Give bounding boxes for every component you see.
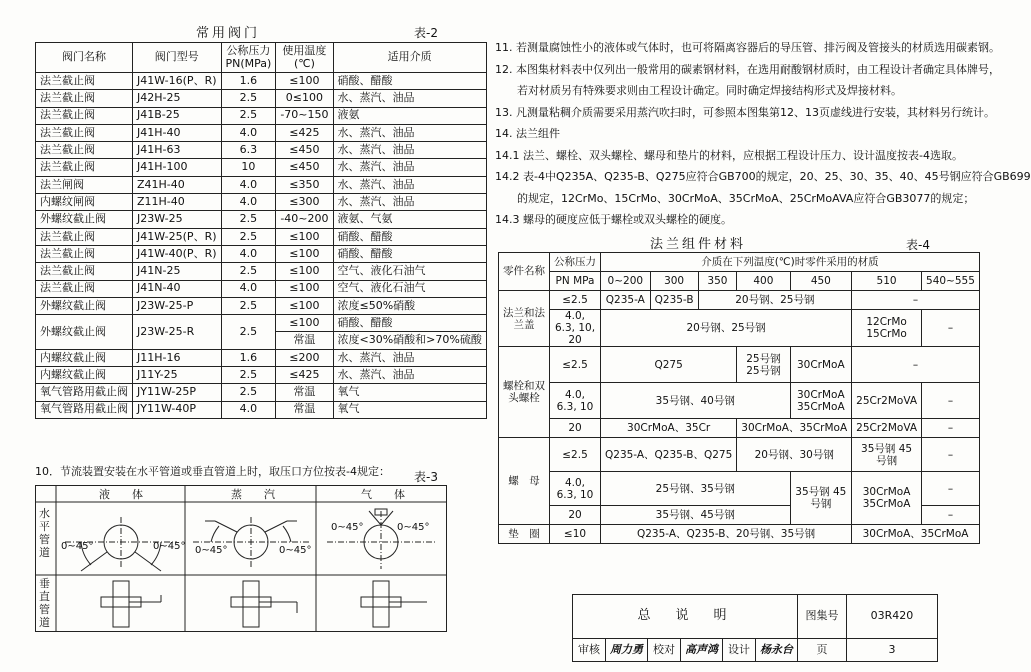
temp-col: 540~555: [922, 272, 980, 291]
table4-number: 表-4: [906, 238, 930, 252]
valve-model: J41H-63: [133, 142, 222, 159]
table-row: [36, 245, 487, 262]
valve-temp: 常温: [276, 401, 333, 418]
valve-medium: 液氨: [333, 107, 486, 124]
table-row: [36, 384, 487, 401]
temp-col: 400: [737, 272, 790, 291]
valve-model: JY11W-25P: [133, 384, 222, 401]
design-signature: 杨永台: [756, 639, 798, 662]
valve-medium: 水、蒸汽、油品: [333, 367, 486, 384]
cell: 30CrMoA: [790, 347, 852, 383]
valve-model: JY11W-40P: [133, 401, 222, 418]
note-14: 14. 法兰组件: [495, 127, 560, 140]
valve-pn: 4.0: [221, 245, 276, 262]
valve-medium: 空气、液化石油气: [333, 263, 486, 280]
pn-cell: 4.0, 6.3, 10, 20: [550, 310, 601, 347]
pn-cell: ≤10: [550, 525, 601, 544]
cell: 30CrMoA 35CrMoA: [790, 383, 852, 419]
pn-cell: ≤2.5: [550, 438, 601, 472]
table-row: [36, 159, 487, 176]
col-header: 阀门名称: [36, 43, 133, 73]
liquid-header: 液 体: [99, 488, 143, 501]
gas-header: 气 体: [361, 488, 405, 501]
header-pn: 公称压力: [550, 253, 601, 272]
check-label: 校对: [648, 639, 681, 662]
review-label: 审核: [573, 639, 606, 662]
notes: [495, 37, 1031, 231]
valve-model: Z41H-40: [133, 176, 222, 193]
valve-medium: 水、蒸汽、油品: [333, 142, 486, 159]
valve-medium: 硝酸、醋酸: [333, 245, 486, 262]
note-12: 12. 本图集材料表中仅列出一般常用的碳素钢材料，在选用耐酸钢材质时，由工程设计者确定具体牌号，: [495, 62, 1000, 76]
table-row: [36, 73, 487, 90]
valve-name: 法兰截止阀: [36, 107, 133, 124]
cell: Q235-B: [650, 291, 698, 310]
pn-cell: 4.0, 6.3, 10: [550, 472, 601, 506]
col-header: 公称压力 PN(MPa): [221, 43, 276, 73]
part-bolt: 螺栓和双头螺栓: [499, 347, 550, 438]
valve-medium: 水、蒸汽、油品: [333, 90, 486, 107]
page-number: 3: [847, 639, 938, 662]
valve-temp: -70~150: [276, 107, 333, 124]
valve-temp: ≤100: [276, 315, 333, 332]
valve-model: Z11H-40: [133, 194, 222, 211]
valve-medium: 水、蒸汽、油品: [333, 159, 486, 176]
valve-temp: ≤100: [276, 245, 333, 262]
valve-pn: 1.6: [221, 349, 276, 366]
tap-orientation-table: [35, 485, 447, 632]
temp-col: 300: [650, 272, 698, 291]
tap-orientation-drawing: [35, 485, 447, 632]
valve-medium: 氧气: [333, 384, 486, 401]
table-row: [36, 142, 487, 159]
table-row: [36, 228, 487, 245]
valve-table: [35, 42, 487, 419]
table-row: [36, 367, 487, 384]
cell: 35号钢、45号钢: [601, 506, 791, 525]
note-10: 10．节流装置安装在水平管道或垂直管道上时，取压口方位按表-4规定：: [35, 465, 390, 478]
valve-temp: 0≤100: [276, 90, 333, 107]
valve-medium: 硝酸、醋酸: [333, 315, 486, 332]
valve-temp: ≤450: [276, 159, 333, 176]
valve-name: 内螺纹截止阀: [36, 349, 133, 366]
valve-name: 氧气管路用截止阀: [36, 401, 133, 418]
part-gasket: 垫 圈: [499, 525, 550, 544]
valve-pn: 2.5: [221, 384, 276, 401]
valve-temp: ≤450: [276, 142, 333, 159]
valve-pn: 2.5: [221, 107, 276, 124]
table-row: [36, 194, 487, 211]
valve-model: J23W-25: [133, 211, 222, 228]
row-label-horizontal: 水平管道: [39, 507, 50, 559]
cell: –: [922, 506, 980, 525]
valve-medium: 水、蒸汽、油品: [333, 194, 486, 211]
table2-number: 表-2: [414, 26, 438, 40]
note-12-cont: 若对材质另有特殊要求则由工程设计确定。同时确定焊接结构形式及焊接材料。: [495, 84, 902, 97]
table-row: [36, 107, 487, 124]
pn-cell: 4.0, 6.3, 10: [550, 383, 601, 419]
temp-col: 510: [852, 272, 922, 291]
valve-model: J11H-16: [133, 349, 222, 366]
table3-number: 表-3: [414, 470, 438, 484]
valve-model: J41N-40: [133, 280, 222, 297]
table2-title: 常用阀门: [196, 26, 261, 41]
valve-medium: 水、蒸汽、油品: [333, 349, 486, 366]
cell: Q275: [601, 347, 737, 383]
valve-temp: ≤100: [276, 263, 333, 280]
valve-pn: 10: [221, 159, 276, 176]
steam-header: 蒸 汽: [231, 488, 275, 501]
valve-temp: ≤100: [276, 228, 333, 245]
valve-name: 法兰闸阀: [36, 176, 133, 193]
cell: 35号钢 45号钢: [852, 438, 922, 472]
table-row: [36, 263, 487, 280]
note-14-1: 14.1 法兰、螺栓、双头螺栓、螺母和垫片的材料，应根据工程设计压力、设计温度按表-4选取。: [495, 148, 963, 162]
temp-col: 450: [790, 272, 852, 291]
valve-name: 外螺纹截止阀: [36, 315, 133, 350]
cell: 30CrMoA 35CrMoA: [852, 472, 922, 525]
atlas-number: 03R420: [847, 595, 938, 639]
note-14-3: 14.3 螺母的硬度应低于螺栓或双头螺栓的硬度。: [495, 213, 732, 226]
valve-name: 内螺纹闸阀: [36, 194, 133, 211]
atlas-label: 图集号: [798, 595, 847, 639]
pn-cell: ≤2.5: [550, 347, 601, 383]
review-signature: 周力勇: [606, 639, 648, 662]
cell: –: [922, 383, 980, 419]
cell: 25号钢 25号钢: [737, 347, 790, 383]
valve-model: J23W-25-R: [133, 315, 222, 350]
valve-model: J41H-100: [133, 159, 222, 176]
valve-model: J41B-25: [133, 107, 222, 124]
header-pn-unit: PN MPa: [550, 272, 601, 291]
valve-model: J41N-25: [133, 263, 222, 280]
col-header: 使用温度 (℃): [276, 43, 333, 73]
valve-medium: 水、蒸汽、油品: [333, 176, 486, 193]
table-row: [36, 211, 487, 228]
cell: 20号钢、25号钢: [601, 310, 852, 347]
valve-temp: -40~200: [276, 211, 333, 228]
valve-pn: 2.5: [221, 367, 276, 384]
valve-pn: 2.5: [221, 228, 276, 245]
valve-model: J41W-25(P、R): [133, 228, 222, 245]
valve-temp: ≤300: [276, 194, 333, 211]
angle-label: 0~45°: [331, 522, 364, 533]
cell: 20号钢、30号钢: [737, 438, 852, 472]
valve-pn: 2.5: [221, 263, 276, 280]
angle-label: 0~45°: [279, 545, 312, 556]
valve-pn: 1.6: [221, 73, 276, 90]
note-14-2-cont: 的规定，12CrMo、15CrMo、30CrMoA、35CrMoA、25CrMoAVA应符合GB3077的规定；: [495, 191, 975, 205]
page-label: 页: [798, 639, 847, 662]
part-flange: 法兰和法兰盖: [499, 291, 550, 347]
valve-medium: 水、蒸汽、油品: [333, 124, 486, 141]
valve-name: 法兰截止阀: [36, 245, 133, 262]
table-row: [36, 176, 487, 193]
valve-name: 法兰截止阀: [36, 263, 133, 280]
cell: 25号钢、35号钢: [601, 472, 791, 506]
valve-name: 内螺纹截止阀: [36, 367, 133, 384]
valve-model: J41W-16(P、R): [133, 73, 222, 90]
valve-pn: 4.0: [221, 280, 276, 297]
cell: –: [922, 310, 980, 347]
valve-name: 外螺纹截止阀: [36, 297, 133, 314]
table-row: [36, 124, 487, 141]
title-block: [572, 594, 938, 662]
design-label: 设计: [723, 639, 756, 662]
cell: 25Cr2MoVA: [852, 419, 922, 438]
valve-model: J42H-25: [133, 90, 222, 107]
pn-cell: 20: [550, 419, 601, 438]
pn-cell: ≤2.5: [550, 291, 601, 310]
valve-name: 法兰截止阀: [36, 124, 133, 141]
cell: 25Cr2MoVA: [852, 383, 922, 419]
valve-temp: 常温: [276, 384, 333, 401]
valve-temp: ≤425: [276, 124, 333, 141]
angle-label: 0~45°: [397, 522, 430, 533]
valve-model: J41W-40(P、R): [133, 245, 222, 262]
valve-medium: 浓度<30%硝酸和>70%硫酸: [333, 332, 486, 349]
valve-temp: 常温: [276, 332, 333, 349]
pn-cell: 20: [550, 506, 601, 525]
valve-temp: ≤350: [276, 176, 333, 193]
valve-pn: 4.0: [221, 124, 276, 141]
valve-name: 法兰截止阀: [36, 73, 133, 90]
cell: 30CrMoA、35CrMoA: [737, 419, 852, 438]
cell: 20号钢、25号钢: [698, 291, 852, 310]
valve-pn: 2.5: [221, 297, 276, 314]
valve-model: J23W-25-P: [133, 297, 222, 314]
valve-pn: 4.0: [221, 194, 276, 211]
valve-model: J11Y-25: [133, 367, 222, 384]
valve-medium: 空气、液化石油气: [333, 280, 486, 297]
header-temp: 介质在下列温度(℃)时零件采用的材质: [601, 253, 980, 272]
cell: 30CrMoA、35CrMoA: [852, 525, 980, 544]
valve-model: J41H-40: [133, 124, 222, 141]
note-11: 11. 若测量腐蚀性小的液体或气体时，也可将隔离容器后的导压管、排污阀及管接头的材质选用碳素钢。: [495, 41, 1000, 54]
cell: –: [852, 291, 980, 310]
valve-medium: 硝酸、醋酸: [333, 228, 486, 245]
valve-pn: 4.0: [221, 176, 276, 193]
valve-pn: 4.0: [221, 401, 276, 418]
cell: Q235-A、Q235-B、Q275: [601, 438, 737, 472]
valve-medium: 液氨、气氨: [333, 211, 486, 228]
table-row: [36, 280, 487, 297]
cell: –: [852, 347, 980, 383]
table-row: [36, 349, 487, 366]
flange-material-table: [498, 252, 980, 544]
cell: 30CrMoA、35Cr: [601, 419, 737, 438]
valve-medium: 浓度≤50%硝酸: [333, 297, 486, 314]
part-nut: 螺 母: [499, 438, 550, 525]
valve-name: 氧气管路用截止阀: [36, 384, 133, 401]
valve-name: 外螺纹截止阀: [36, 211, 133, 228]
cell: 35号钢、40号钢: [601, 383, 791, 419]
valve-pn: 2.5: [221, 315, 276, 350]
valve-pn: 2.5: [221, 211, 276, 228]
col-header: 阀门型号: [133, 43, 222, 73]
table4-title: 法兰组件材料: [650, 237, 747, 252]
valve-name: 法兰截止阀: [36, 159, 133, 176]
temp-col: 350: [698, 272, 737, 291]
valve-temp: ≤100: [276, 73, 333, 90]
cell: Q235-A、Q235-B、20号钢、35号钢: [601, 525, 852, 544]
check-signature: 高声鸿: [681, 639, 723, 662]
valve-pn: 6.3: [221, 142, 276, 159]
valve-medium: 氧气: [333, 401, 486, 418]
valve-name: 法兰截止阀: [36, 90, 133, 107]
valve-temp: ≤425: [276, 367, 333, 384]
cell: –: [922, 438, 980, 472]
cell: –: [922, 472, 980, 506]
row-label-vertical: 垂直管道: [39, 577, 50, 629]
valve-name: 法兰截止阀: [36, 142, 133, 159]
temp-col: 0~200: [601, 272, 651, 291]
note-13: 13. 凡测量粘稠介质需要采用蒸汽吹扫时，可参照本图集第12、13页虚线进行安装，其材料另行统计。: [495, 105, 995, 119]
sheet-title: 总 说 明: [573, 595, 798, 639]
angle-label: 0~45°: [61, 541, 94, 552]
valve-name: 法兰截止阀: [36, 228, 133, 245]
valve-temp: ≤100: [276, 297, 333, 314]
cell: 12CrMo 15CrMo: [852, 310, 922, 347]
angle-label: 0~45°: [195, 545, 228, 556]
valve-medium: 硝酸、醋酸: [333, 73, 486, 90]
cell: –: [922, 419, 980, 438]
valve-temp: ≤200: [276, 349, 333, 366]
cell: Q235-A: [601, 291, 651, 310]
cell: 35号钢 45号钢: [790, 472, 852, 525]
header-part: 零件名称: [499, 253, 550, 291]
col-header: 适用介质: [333, 43, 486, 73]
valve-name: 法兰截止阀: [36, 280, 133, 297]
note-14-2: 14.2 表-4中Q235A、Q235-B、Q275应符合GB700的规定，20、25、30、35、40、45号钢应符合GB699: [495, 170, 1031, 183]
valve-temp: ≤100: [276, 280, 333, 297]
angle-label: 0~45°: [153, 541, 186, 552]
table-row: [36, 90, 487, 107]
table-row: [36, 401, 487, 418]
table-row: [36, 315, 487, 332]
table-row: [36, 297, 487, 314]
valve-pn: 2.5: [221, 90, 276, 107]
